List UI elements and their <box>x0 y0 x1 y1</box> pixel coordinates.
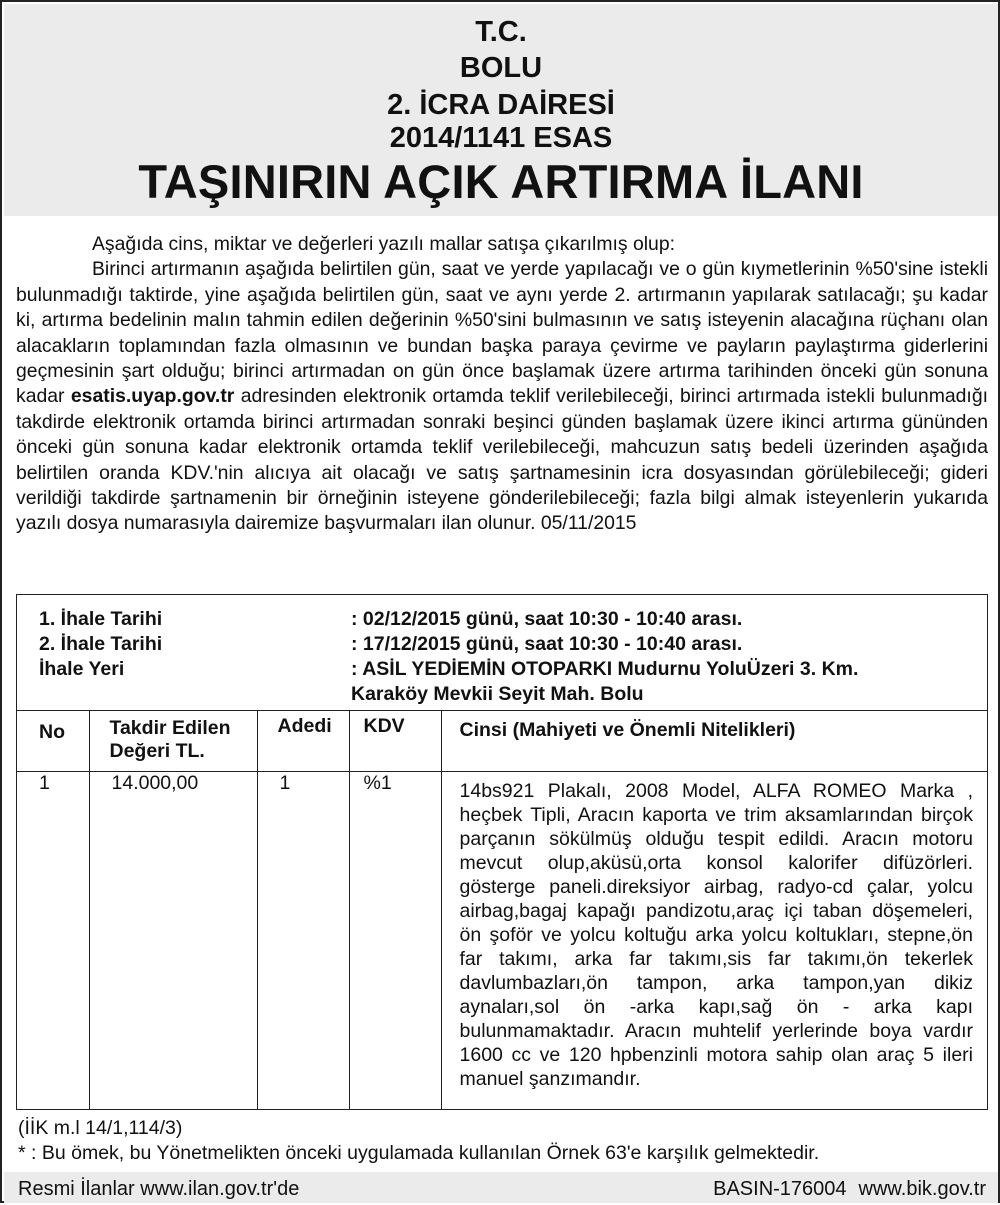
auction-place-value: : ASİL YEDİEMİN OTOPARKI Mudurnu YoluÜzeri 3. Km. <box>351 658 859 680</box>
footer-ilan-link[interactable]: Resmi İlanlar www.ilan.gov.tr'de <box>18 1178 300 1200</box>
row-value: 14.000,00 <box>89 771 257 1109</box>
row-kdv: %1 <box>349 771 441 1109</box>
header-line-city: BOLU <box>459 52 543 84</box>
header-count: Adedi <box>257 711 349 771</box>
notice-footer <box>4 1172 998 1203</box>
header-kdv: KDV <box>349 711 441 771</box>
auction-place-label: İhale Yeri <box>39 658 125 680</box>
header-line-tc: T.C. <box>475 16 527 48</box>
items-table <box>17 711 987 1109</box>
auction-place-value-line2: Karaköy Mevkii Seyit Mah. Bolu <box>351 683 644 705</box>
row-no: 1 <box>17 771 89 1109</box>
body-paragraph-intro: Aşağıda cins, miktar ve değerleri yazılı mallar satışa çıkarılmış olup: <box>92 233 676 255</box>
header-value <box>89 711 257 771</box>
footer-bik-link[interactable]: www.bik.gov.tr <box>858 1178 986 1200</box>
header-no: No <box>17 711 89 771</box>
second-auction-label: 2. İhale Tarihi <box>39 633 163 655</box>
notice-body <box>16 232 988 537</box>
footer-right <box>701 1174 986 1205</box>
header-desc: Cinsi (Mahiyeti ve Önemli Nitelikleri) <box>441 711 987 771</box>
header-line-case: 2014/1141 ESAS <box>389 122 613 154</box>
terms-text-before: Birinci artırmanın aşağıda belirtilen gün, saat ve yerde yapılacağı ve o gün kıymetlerinin %50'sine istekli bulunmadığı taktirde, yine aşağıda belirtilen gün, saat ve aynı yerde 2. artırmanın yapılarak satılacağı; şu kadar ki, artırma bedelinin malın tahmin edilen değerinin %50'sini bulmasının ve satış isteyenin alacağına rüçhanı olan alacakların toplamından fazla olmasının ve bundan başka paraya çevirme ve payların paylaştırma giderlerini geçmesinin şart olduğu; birinci artırmadan on gün önce başlamak üzere artırma tarihinden önceki gün sonuna kadar <box>16 258 988 408</box>
terms-text-after: adresinden elektronik ortamda teklif verilebileceği, birinci artırmada istekli bulunmadığı takdirde elektronik ortamda birinci artırmadan sonraki beşinci günden başlamak üzere ikinci artırma gününden önceki gün sonuna kadar elektronik ortamda teklif verilebileceği, mahcuzun satış bedeli üzerinden aşağıda belirtilen oranda KDV.'nin alıcıya ait olacağı ve satış şartnamesinin icra dosyasından görülebileceği; gideri verildiği takdirde şartnamenin bir örneğinin isteyene gönderilebileceği; fazla bilgi almak isteyenlerin yukarıda yazılı dosya numarasıyla dairemize başvurmaları ilan olunur. 05/11/2015 <box>16 385 988 535</box>
body-paragraph-terms <box>16 257 988 536</box>
header-value-line1: Takdir Edilen <box>109 717 231 739</box>
header-value-line2: Değeri TL. <box>109 740 205 762</box>
notice-header <box>4 4 998 216</box>
table-row <box>17 771 987 1109</box>
second-auction-value: : 17/12/2015 günü, saat 10:30 - 10:40 arası. <box>351 633 743 655</box>
items-header-row <box>17 711 987 771</box>
header-line-office: 2. İCRA DAİRESİ <box>387 89 615 121</box>
esatis-link[interactable]: esatis.uyap.gov.tr <box>70 385 235 408</box>
auction-info <box>17 595 987 711</box>
first-auction-label: 1. İhale Tarihi <box>39 608 163 630</box>
footnote: * : Bu ömek, bu Yönetmelikten önceki uygulamada kullanılan Örnek 63'e karşılık gelmektedir. <box>18 1142 820 1164</box>
row-desc: 14bs921 Plakalı, 2008 Model, ALFA ROMEO Marka , heçbek Tipli, Aracın kaporta ve trim aksamlarından birçok parçanın sökülmüş olduğu tespit edildi. Aracın motoru mevcut olup,aküsü,orta konsol kalorifer difüzörleri. gösterge paneli.direksiyor airbag, radyo-cd çalar, yolcu airbag,bagaj kapağı pandizotu,araç içi taban döşemeleri, ön şoför ve yolcu koltuğu arka yolcu koltukları, stepne,ön far takımı, arka far takımı,sis far takımı,ön tekerlek davlumbazları,ön tampon, arka tampon,yan dikiz aynaları,sol ön -arka kapı,sağ ön - arka kapı bulunmamaktadır. Aracın muhtelif yerlerinde boya vardır 1600 cc ve 120 hpbenzinli motora sahip olan araç 5 ileri manuel şanzımandır. <box>441 771 987 1109</box>
law-reference: (İİK m.l 14/1,114/3) <box>18 1117 183 1139</box>
notice-title: TAŞINIRIN AÇIK ARTIRMA İLANI <box>138 155 864 208</box>
first-auction-value: : 02/12/2015 günü, saat 10:30 - 10:40 arası. <box>351 608 743 630</box>
footer-code: BASIN-176004 <box>713 1178 847 1200</box>
row-count: 1 <box>257 771 349 1109</box>
auction-table <box>16 594 988 1110</box>
